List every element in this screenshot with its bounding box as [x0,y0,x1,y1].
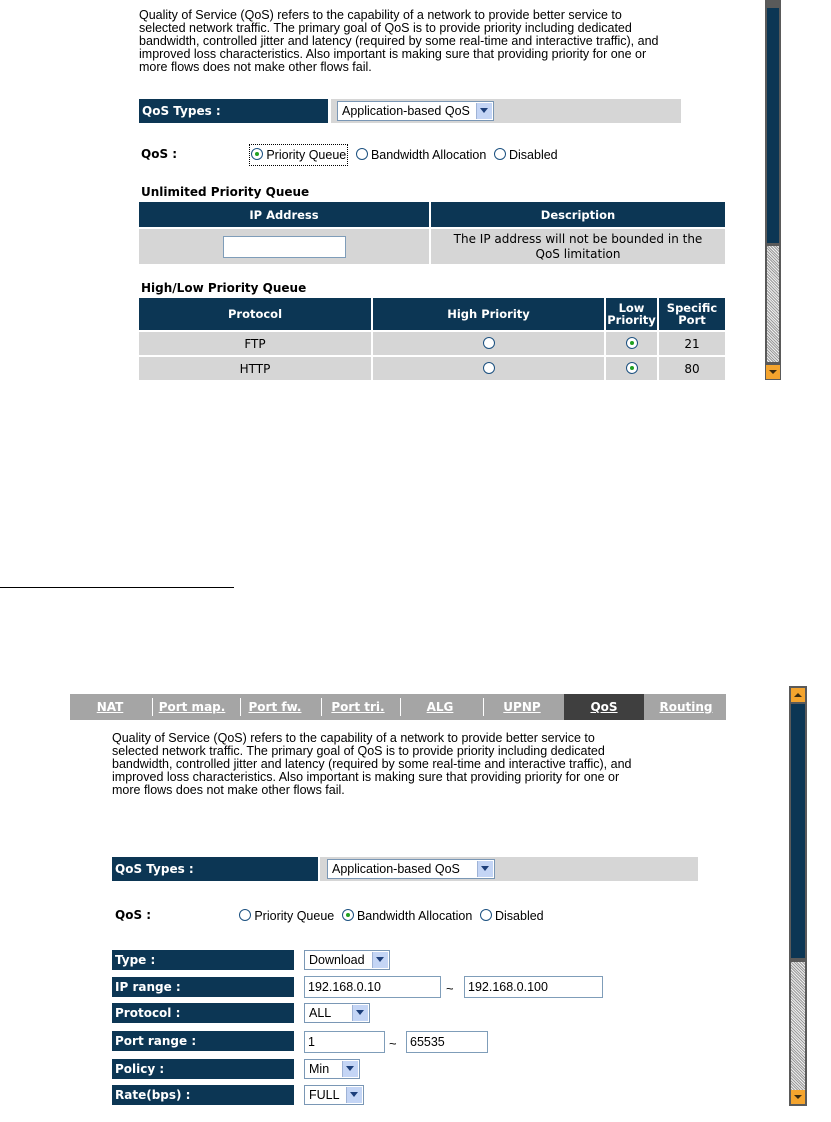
tab-separator [400,698,401,716]
chevron-down-icon[interactable] [477,861,493,877]
port-range-label: Port range : [112,1031,294,1051]
ip-range-end-input[interactable]: 192.168.0.100 [464,976,603,998]
protocol-cell: HTTP [139,357,371,380]
intro-line: more flows does not make other flows fail. [112,783,345,797]
low-priority-radio[interactable] [626,362,638,374]
description-cell [431,229,725,264]
chevron-down-icon[interactable] [346,1087,362,1103]
scrollbar-track-area[interactable] [791,962,805,1090]
radio-bandwidth-allocation[interactable] [356,148,368,160]
chevron-down-icon[interactable] [352,1005,368,1021]
qos-types-value: Application-based QoS [342,104,470,118]
intro-line: Quality of Service (QoS) refers to the capability of a network to provide better service to [139,8,622,22]
tab-alg[interactable]: ALG [426,700,454,714]
intro-line: selected network traffic. The primary goal of QoS is to provide priority including dedicated [139,21,632,35]
ip-address-input[interactable] [223,236,346,258]
protocol-cell: FTP [139,332,371,355]
chevron-down-icon[interactable] [342,1061,358,1077]
scrollbar-thumb-top[interactable] [767,8,779,243]
qos-types-label: QoS Types : [112,857,318,881]
qos-types-label: QoS Types : [139,99,328,123]
table-row [139,229,725,264]
port-cell: 21 [659,332,725,355]
intro-line: bandwidth, controlled jitter and latency (required by some real-time and interactive traffic), and [112,757,632,771]
type-value: Download [309,953,365,967]
intro-paragraph [139,9,759,74]
range-tilde: ~ [446,981,454,996]
ip-range-start-input[interactable]: 192.168.0.10 [304,976,441,998]
type-label: Type : [112,950,294,970]
qos-label: QoS : [115,908,152,922]
range-tilde: ~ [389,1036,397,1051]
rate-select[interactable] [304,1085,364,1105]
tab-separator [483,698,484,716]
unlimited-priority-table [137,200,727,266]
qos-label: QoS : [141,147,178,161]
high-low-priority-heading: High/Low Priority Queue [141,281,307,295]
radio-bandwidth-allocation-label: Bandwidth Allocation [356,909,473,923]
qos-types-value: Application-based QoS [332,862,460,876]
high-priority-header: High Priority [373,298,604,330]
high-low-priority-table [137,296,727,382]
scrollbar-track-area[interactable] [767,246,779,362]
description-header: Description [431,202,725,227]
low-priority-header [606,298,657,330]
specific-port-header-text: Port [678,313,706,327]
low-priority-radio[interactable] [626,337,638,349]
protocol-value: ALL [309,1006,332,1020]
specific-port-header-text: Specific [666,301,718,315]
chevron-down-icon[interactable] [372,952,388,968]
table-header-row [139,202,725,227]
radio-priority-queue[interactable] [239,909,251,921]
tab-port-tri[interactable]: Port tri. [331,700,385,714]
type-select[interactable] [304,950,390,970]
qos-types-select[interactable] [327,859,495,879]
low-priority-header-text: Priority [607,313,656,327]
radio-bandwidth-allocation-label: Bandwidth Allocation [370,148,487,162]
protocol-select[interactable] [304,1003,370,1023]
section-divider [0,587,234,588]
unlimited-priority-heading: Unlimited Priority Queue [141,185,310,199]
port-range-start-input[interactable]: 1 [304,1031,385,1053]
radio-disabled-label: Disabled [508,148,558,162]
chevron-down-icon [794,1095,802,1099]
radio-priority-queue-label: Priority Queue [266,148,347,162]
intro-line: selected network traffic. The primary goal of QoS is to provide priority including dedicated [112,744,605,758]
low-priority-cell [606,332,657,355]
radio-disabled-label: Disabled [494,909,544,923]
intro-line: Quality of Service (QoS) refers to the capability of a network to provide better service to [112,731,595,745]
chevron-down-icon [769,370,777,374]
ip-address-cell [139,229,429,264]
low-priority-header-text: Low [618,301,645,315]
scrollbar-thumb[interactable] [791,704,805,958]
tab-qos[interactable]: QoS [564,694,644,720]
intro-line: improved loss characteristics. Also important is making sure that providing priority for one or [139,47,647,61]
tab-routing[interactable]: Routing [659,700,713,714]
intro-line: bandwidth, controlled jitter and latency (required by some real-time and interactive traffic), and [139,34,659,48]
tab-separator [240,698,241,716]
chevron-down-icon[interactable] [476,103,492,119]
radio-priority-queue-label: Priority Queue [254,909,335,923]
tab-bar [70,694,726,720]
table-row [139,332,725,355]
tab-port-map[interactable]: Port map. [158,700,226,714]
policy-label: Policy : [112,1059,294,1079]
table-row [139,357,725,380]
protocol-header: Protocol [139,298,371,330]
policy-select[interactable] [304,1059,360,1079]
intro-paragraph [112,732,762,797]
high-priority-cell [373,332,604,355]
rate-label: Rate(bps) : [112,1085,294,1105]
tab-separator [152,698,153,716]
radio-bandwidth-allocation[interactable] [342,909,354,921]
qos-types-select[interactable] [337,101,494,121]
high-priority-radio[interactable] [483,337,495,349]
policy-value: Min [309,1062,330,1076]
specific-port-header [659,298,725,330]
tab-upnp[interactable]: UPNP [503,700,541,714]
qos-mode-group [239,906,544,926]
radio-disabled[interactable] [480,909,492,921]
high-priority-cell [373,357,604,380]
high-priority-radio[interactable] [483,362,495,374]
tab-port-fw[interactable]: Port fw. [248,700,302,714]
chevron-up-icon [794,693,802,697]
tab-separator [321,698,322,716]
port-range-end-input[interactable]: 65535 [406,1031,488,1053]
low-priority-cell [606,357,657,380]
rate-value: FULL [309,1088,340,1102]
intro-line: improved loss characteristics. Also important is making sure that providing priority for one or [112,770,620,784]
tab-nat[interactable]: NAT [96,700,124,714]
description-text: The IP address will not be bounded in the [453,231,703,246]
radio-priority-queue[interactable] [251,148,263,160]
port-cell: 80 [659,357,725,380]
table-header-row [139,298,725,330]
protocol-label: Protocol : [112,1003,294,1023]
ip-address-header: IP Address [139,202,429,227]
priority-queue-option[interactable] [249,144,348,166]
radio-disabled[interactable] [494,148,506,160]
description-text: QoS limitation [535,246,621,261]
qos-mode-group [249,144,558,164]
ip-range-label: IP range : [112,977,294,997]
intro-line: more flows does not make other flows fail. [139,60,372,74]
